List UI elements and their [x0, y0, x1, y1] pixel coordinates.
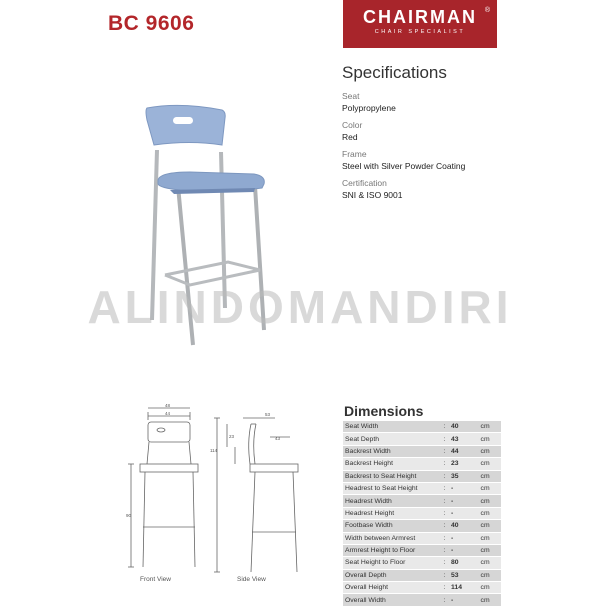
dim-colon: :: [441, 594, 449, 606]
dim-value: -: [449, 507, 479, 519]
dim-unit: cm: [479, 433, 501, 445]
table-row: [343, 482, 501, 494]
dim-colon: :: [441, 445, 449, 457]
dim-value: -: [449, 594, 479, 606]
brand-logo: [343, 0, 497, 48]
spec-frame-value: Steel with Silver Powder Coating: [342, 161, 466, 171]
registered-mark: ®: [484, 7, 490, 14]
side-view-drawing: [214, 418, 298, 572]
dim-label: Backrest Height: [343, 458, 441, 470]
spec-certification-value: SNI & ISO 9001: [342, 190, 403, 200]
dim-label: Headrest to Seat Height: [343, 482, 441, 494]
dim-colon: :: [441, 557, 449, 569]
dim-label: Width between Armrest: [343, 532, 441, 544]
dim-value: 44: [449, 445, 479, 457]
dim-unit: cm: [479, 482, 501, 494]
dim-label: Overall Height: [343, 582, 441, 594]
spec-frame-label: Frame: [342, 149, 367, 159]
specifications-title: Specifications: [342, 63, 447, 82]
table-row: [343, 421, 501, 433]
dim-value: 35: [449, 470, 479, 482]
dim-label: Seat Height to Floor: [343, 557, 441, 569]
table-row: [343, 544, 501, 556]
brand-name: CHAIRMAN: [363, 7, 477, 27]
dim-unit: cm: [479, 470, 501, 482]
dim-value: -: [449, 532, 479, 544]
dim-unit: cm: [479, 421, 501, 433]
dim-label: Backrest Width: [343, 445, 441, 457]
dim-colon: :: [441, 421, 449, 433]
backrest-handle-hole: [173, 117, 193, 124]
dim-unit: cm: [479, 532, 501, 544]
backrest-shell: [146, 105, 225, 145]
table-row: [343, 532, 501, 544]
dim-unit: cm: [479, 557, 501, 569]
dim-value: -: [449, 544, 479, 556]
dim-label: Seat Depth: [343, 433, 441, 445]
watermark: ALINDOMANDIRI: [87, 281, 513, 333]
dim-colon: :: [441, 582, 449, 594]
front-view-drawing: [128, 408, 198, 567]
dim-colon: :: [441, 433, 449, 445]
table-row: [343, 507, 501, 519]
dim-label: Armrest Height to Floor: [343, 544, 441, 556]
table-row: [343, 433, 501, 445]
dimensions-table: [343, 421, 501, 607]
side-backrest-dim: 23: [229, 434, 235, 439]
dim-label: Seat Width: [343, 421, 441, 433]
front-height-dim: 90: [126, 513, 132, 518]
dimensions-title: Dimensions: [344, 403, 424, 419]
brand-tagline: CHAIR SPECIALIST: [374, 29, 466, 35]
dim-value: -: [449, 495, 479, 507]
spec-seat-label: Seat: [342, 91, 360, 101]
dim-unit: cm: [479, 594, 501, 606]
dim-label: Headrest Height: [343, 507, 441, 519]
dim-colon: :: [441, 532, 449, 544]
dim-unit: cm: [479, 520, 501, 532]
dim-value: -: [449, 482, 479, 494]
table-row: [343, 582, 501, 594]
front-view-label: Front View: [140, 576, 171, 583]
dim-label: Backrest to Seat Height: [343, 470, 441, 482]
dim-value: 40: [449, 520, 479, 532]
side-seat-depth-dim: 43: [275, 436, 281, 441]
dim-colon: :: [441, 520, 449, 532]
table-row: [343, 495, 501, 507]
dim-label: Overall Depth: [343, 569, 441, 581]
dim-unit: cm: [479, 507, 501, 519]
spec-color-label: Color: [342, 120, 363, 130]
dim-colon: :: [441, 482, 449, 494]
front-width-seat-dim: 44: [165, 411, 171, 416]
dim-colon: :: [441, 507, 449, 519]
side-depth-dim: 53: [265, 412, 271, 417]
side-view-label: Side View: [237, 576, 266, 583]
dim-colon: :: [441, 495, 449, 507]
dim-colon: :: [441, 458, 449, 470]
dim-unit: cm: [479, 445, 501, 457]
spec-seat-value: Polypropylene: [342, 103, 396, 113]
technical-drawings: [125, 402, 310, 592]
dim-colon: :: [441, 569, 449, 581]
dim-colon: :: [441, 470, 449, 482]
dim-label: Overall Width: [343, 594, 441, 606]
table-row: [343, 520, 501, 532]
table-row: [343, 470, 501, 482]
table-row: [343, 594, 501, 606]
dim-unit: cm: [479, 544, 501, 556]
dim-value: 53: [449, 569, 479, 581]
model-number: BC 9606: [108, 12, 195, 35]
dim-value: 23: [449, 458, 479, 470]
dim-unit: cm: [479, 582, 501, 594]
dim-value: 43: [449, 433, 479, 445]
dim-value: 80: [449, 557, 479, 569]
spec-certification-label: Certification: [342, 178, 387, 188]
side-overall-height-dim: 114: [210, 448, 218, 453]
seat-shell: [158, 172, 264, 191]
table-row: [343, 458, 501, 470]
dim-value: 114: [449, 582, 479, 594]
dim-colon: :: [441, 544, 449, 556]
dim-unit: cm: [479, 495, 501, 507]
dim-unit: cm: [479, 569, 501, 581]
table-row: [343, 557, 501, 569]
front-width-top-dim: 48: [165, 403, 171, 408]
dim-unit: cm: [479, 458, 501, 470]
table-row: [343, 569, 501, 581]
table-row: [343, 445, 501, 457]
dim-label: Headrest Width: [343, 495, 441, 507]
dim-label: Footbase Width: [343, 520, 441, 532]
dim-value: 40: [449, 421, 479, 433]
spec-color-value: Red: [342, 132, 358, 142]
